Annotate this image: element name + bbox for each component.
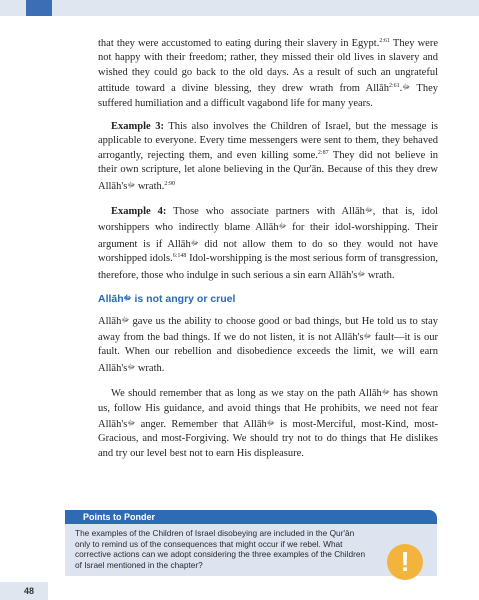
top-decorative-strip — [0, 0, 479, 16]
honorific-glyph: ﷻ — [381, 388, 390, 397]
verse-reference: 6:148 — [172, 253, 187, 260]
honorific-glyph: ﷻ — [127, 418, 136, 427]
paragraph-slavery-continuation — [98, 37, 438, 111]
text-run: is not angry or cruel — [131, 293, 236, 306]
honorific-glyph: ﷻ — [278, 222, 287, 231]
honorific-glyph: ﷻ — [364, 206, 373, 215]
text-run: that they were accustomed to eating during their slavery in Egypt. — [98, 38, 380, 49]
text-run: They suffered humiliation and a difficult vagabond life for many years. — [98, 83, 438, 109]
text-run: They did not believe in their own scripture, let alone believing in the Qur'ān. Because of this they drew Allāh's — [98, 149, 439, 192]
text-run: . — [399, 83, 403, 95]
text-run: We should remember that as long as we stay on the path Allāh — [111, 388, 382, 400]
page-number-box — [0, 582, 48, 600]
verse-reference: 2:61 — [388, 83, 400, 90]
honorific-glyph: ﷻ — [127, 180, 136, 189]
text-run: anger. Remember that Allāh — [135, 418, 267, 430]
points-to-ponder-box — [65, 510, 437, 576]
text-run: , that is, idol worshippers who indirectly blame Allāh — [98, 206, 439, 234]
text-run: for their idol-worshipping. Their argument is if Allāh — [98, 222, 438, 250]
text-run: did not allow them to do so they would not have worshipped idols. — [98, 238, 438, 265]
text-run: This also involves the Children of Israel, but the message is applicable to everyone. Every time messengers were sent to them, they behaved arrogantly, rejecting them, and even killing some. — [98, 121, 438, 161]
text-run: gave us the ability to choose good or bad things, but He told us to stay away from the bad things. If we do not listen, it is not Allāh's — [98, 315, 438, 343]
honorific-glyph: ﷻ — [127, 362, 136, 371]
honorific-glyph: ﷻ — [123, 295, 132, 303]
section-heading — [98, 292, 438, 306]
text-run: Allāh — [98, 293, 124, 306]
text-run: wrath. — [135, 180, 165, 192]
ponder-title: Points to Ponder — [83, 512, 155, 522]
text-run: Idol-worshipping is the most serious form of transgression, therefore, those who indulge in such serious a sin earn Allāh's — [98, 253, 438, 281]
verse-reference: 2:90 — [164, 180, 176, 187]
ponder-text: The examples of the Children of Israel disobeying are included in the Qur'ān only to remind us of the consequences that might occur if we rebel. What corrective actions can we adopt considering the three examples of the Children of Israel mentioned in the chapter? — [75, 528, 366, 570]
text-run: has shown us, follow His guidance, and avoid things that He prohibits, we need not fear Allāh's — [98, 388, 438, 430]
honorific-glyph: ﷻ — [121, 315, 130, 324]
exclamation-icon: ! — [387, 544, 423, 580]
verse-reference: 2:61 — [379, 38, 391, 44]
verse-reference: 2:87 — [317, 149, 329, 156]
honorific-glyph: ﷻ — [266, 418, 275, 427]
text-run: Allāh — [98, 315, 122, 327]
text-run: wrath. — [135, 362, 165, 374]
paragraph-example-3 — [98, 120, 438, 194]
paragraph-example-4 — [98, 203, 438, 283]
honorific-glyph: ﷻ — [363, 331, 372, 340]
example-label: Example 3: — [111, 121, 164, 133]
ponder-header-tab — [65, 510, 437, 524]
honorific-glyph: ﷻ — [402, 83, 411, 92]
text-run: wrath. — [365, 269, 395, 281]
honorific-glyph: ﷻ — [190, 238, 199, 247]
text-run: Those who associate partners with Allāh — [166, 206, 365, 218]
honorific-glyph: ﷻ — [357, 269, 366, 278]
top-accent-block — [26, 0, 52, 16]
ponder-body — [65, 524, 437, 576]
paragraph-remember — [98, 385, 438, 461]
paragraph-choice — [98, 313, 438, 377]
text-run: They were not happy with their freedom; rather, they missed their old lives in slavery and wished they could go back to the old days. As a result of such an ungrateful attitude toward a divine blessing, they drew wrath from Allāh — [98, 38, 438, 95]
text-run: is most-Merciful, most-Kind, most-Gracious, and most-Forgiving. We should try not to do things that He dislikes and try our level best not to earn His displeasure. — [98, 418, 438, 459]
example-label: Example 4: — [111, 206, 167, 218]
text-run: fault—it is our fault. When our rebellion and disobedience exceeds the limit, we will earn Allāh's — [98, 331, 438, 374]
page-number: 48 — [24, 586, 35, 596]
page-content — [98, 37, 438, 470]
